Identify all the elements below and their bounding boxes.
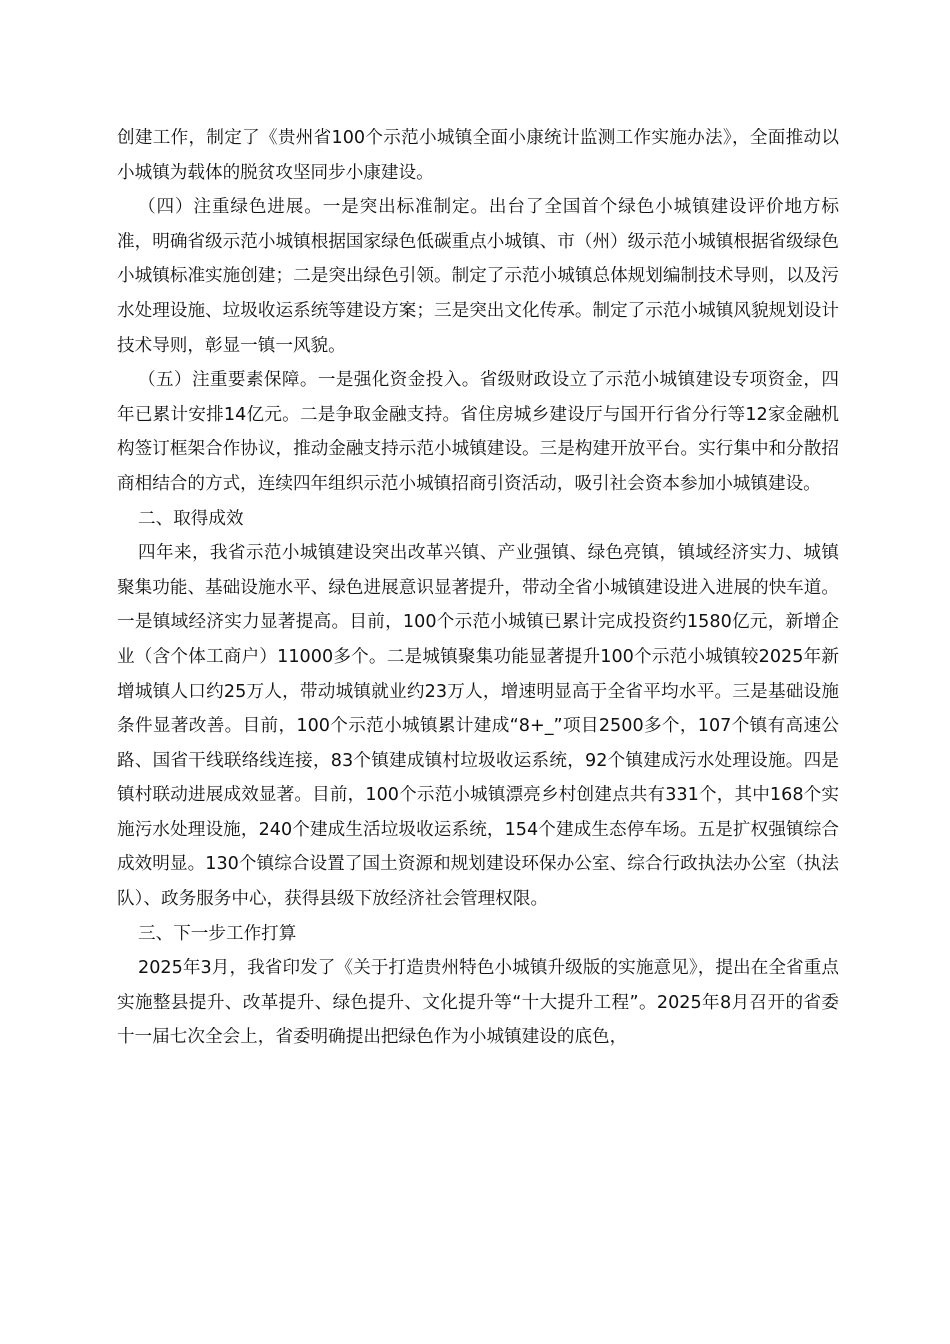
document-body — [117, 121, 839, 1055]
paragraph-achievements: 四年来，我省示范小城镇建设突出改革兴镇、产业强镇、绿色亮镇，镇域经济实力、城镇聚集功能、基础设施水平、绿色进展意识显著提升，带动全省小城镇建设进入进展的快车道。一是镇域经济实力显著提高。目前，100个示范小城镇已累计完成投资约1580亿元，新增企业（含个体工商户）11000多个。二是城镇聚集功能显著提升100个示范小城镇较2025年新增城镇人口约25万人，带动城镇就业约23万人，增速明显高于全省平均水平。三是基础设施条件显著改善。目前，100个示范小城镇累计建成“8+_”项目2500多个，107个镇有高速公路、国省干线联络线连接，83个镇建成镇村垃圾收运系统，92个镇建成污水处理设施。四是镇村联动进展成效显著。目前，100个示范小城镇漂亮乡村创建点共有331个，其中168个实施污水处理设施，240个建成生活垃圾收运系统，154个建成生态停车场。五是扩权强镇综合成效明显。130个镇综合设置了国土资源和规划建设环保办公室、综合行政执法办公室（执法队）、政务服务中心，获得县级下放经济社会管理权限。 — [117, 543, 839, 910]
paragraph-next-steps: 2025年3月，我省印发了《关于打造贵州特色小城镇升级版的实施意见》，提出在全省重点实施整县提升、改革提升、绿色提升、文化提升等“十大提升工程”。2025年8月召开的省委十一届七次全会上，省委明确提出把绿色作为小城镇建设的底色， — [117, 958, 839, 1048]
paragraph-continuation: 创建工作，制定了《贵州省100个示范小城镇全面小康统计监测工作实施办法》，全面推动以小城镇为载体的脱贫攻坚同步小康建设。 — [117, 128, 839, 183]
section-heading-next-steps: 三、下一步工作打算 — [138, 923, 297, 944]
section-heading-achievements: 二、取得成效 — [138, 508, 244, 529]
paragraph-green-development: （四）注重绿色进展。一是突出标准制定。出台了全国首个绿色小城镇建设评价地方标准，明确省级示范小城镇根据国家绿色低碳重点小城镇、市（州）级示范小城镇根据省级绿色小城镇标准实施创建；二是突出绿色引领。制定了示范小城镇总体规划编制技术导则，以及污水处理设施、垃圾收运系统等建设方案；三是突出文化传承。制定了示范小城镇风貌规划设计技术导则，彰显一镇一风貌。 — [117, 197, 839, 356]
paragraph-factor-guarantee: （五）注重要素保障。一是强化资金投入。省级财政设立了示范小城镇建设专项资金，四年已累计安排14亿元。二是争取金融支持。省住房城乡建设厅与国开行省分行等12家金融机构签订框架合作协议，推动金融支持示范小城镇建设。三是构建开放平台。实行集中和分散招商相结合的方式，连续四年组织示范小城镇招商引资活动，吸引社会资本参加小城镇建设。 — [117, 370, 839, 494]
